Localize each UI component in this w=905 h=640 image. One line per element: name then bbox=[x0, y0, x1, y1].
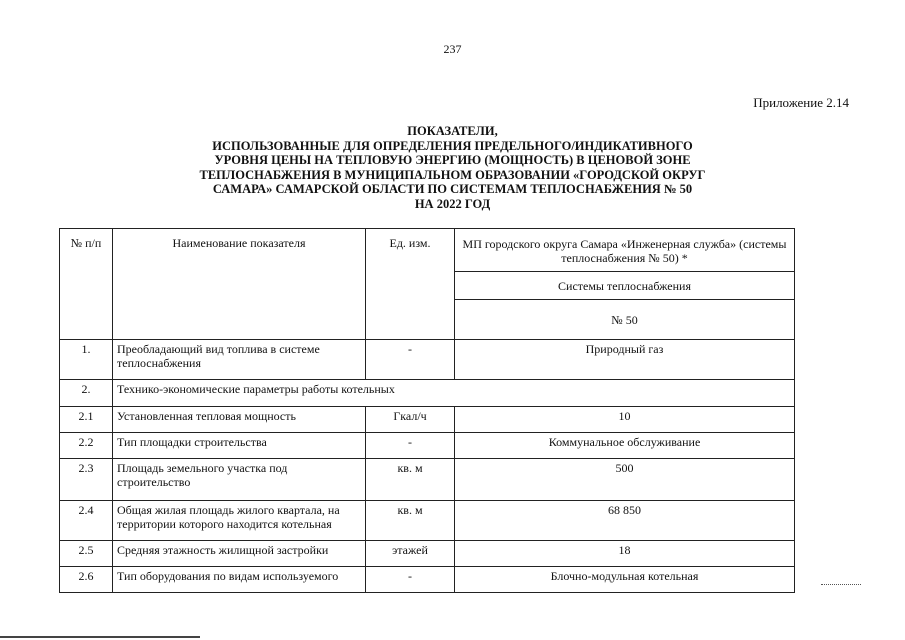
row-name: Тип оборудования по видам используемого bbox=[113, 567, 366, 593]
scan-mark bbox=[821, 584, 861, 587]
row-value: Блочно-модульная котельная bbox=[455, 567, 795, 593]
row-value: 18 bbox=[455, 541, 795, 567]
appendix-label: Приложение 2.14 bbox=[753, 95, 849, 110]
table-row bbox=[60, 433, 795, 459]
header-organization: МП городского округа Самара «Инженерная служба» (системы теплоснабжения № 50) * bbox=[455, 229, 795, 272]
row-name: Установленная тепловая мощность bbox=[113, 407, 366, 433]
title-line: ТЕПЛОСНАБЖЕНИЯ В МУНИЦИПАЛЬНОМ ОБРАЗОВАНИИ «ГОРОДСКОЙ ОКРУГ bbox=[199, 167, 706, 182]
table-row bbox=[60, 340, 795, 380]
row-value: Природный газ bbox=[455, 340, 795, 380]
title-line: ИСПОЛЬЗОВАННЫЕ ДЛЯ ОПРЕДЕЛЕНИЯ ПРЕДЕЛЬНОГО/ИНДИКАТИВНОГО bbox=[212, 138, 693, 153]
row-unit: кв. м bbox=[366, 501, 455, 541]
row-value: Коммунальное обслуживание bbox=[455, 433, 795, 459]
row-name: Площадь земельного участка под строительство bbox=[113, 459, 366, 501]
row-unit: - bbox=[366, 433, 455, 459]
table-row bbox=[60, 501, 795, 541]
row-name: Тип площадки строительства bbox=[113, 433, 366, 459]
indicators-table bbox=[59, 228, 795, 593]
table-row bbox=[60, 459, 795, 501]
table-row bbox=[60, 567, 795, 593]
row-value: 500 bbox=[455, 459, 795, 501]
table-header-row bbox=[60, 229, 795, 272]
row-num: 2.5 bbox=[60, 541, 113, 567]
title-line: УРОВНЯ ЦЕНЫ НА ТЕПЛОВУЮ ЭНЕРГИЮ (МОЩНОСТЬ) В ЦЕНОВОЙ ЗОНЕ bbox=[214, 153, 691, 168]
row-name: Общая жилая площадь жилого квартала, на территории которого находится котельная bbox=[113, 501, 366, 541]
row-name: Технико-экономические параметры работы котельных bbox=[113, 380, 795, 407]
table-row bbox=[60, 407, 795, 433]
page-number: 237 bbox=[443, 42, 462, 56]
table-row bbox=[60, 380, 795, 407]
row-unit: Гкал/ч bbox=[366, 407, 455, 433]
row-num: 1. bbox=[60, 340, 113, 380]
header-name: Наименование показателя bbox=[113, 229, 366, 340]
row-name: Преобладающий вид топлива в системе теплоснабжения bbox=[113, 340, 366, 380]
row-unit: - bbox=[366, 567, 455, 593]
header-systems: Системы теплоснабжения bbox=[455, 272, 795, 300]
title-line: САМАРА» САМАРСКОЙ ОБЛАСТИ ПО СИСТЕМАМ ТЕПЛОСНАБЖЕНИЯ № 50 bbox=[212, 182, 693, 197]
table-row bbox=[60, 541, 795, 567]
row-value: 68 850 bbox=[455, 501, 795, 541]
row-unit: этажей bbox=[366, 541, 455, 567]
row-num: 2.3 bbox=[60, 459, 113, 501]
header-unit: Ед. изм. bbox=[366, 229, 455, 340]
header-num: № п/п bbox=[60, 229, 113, 340]
document-title bbox=[120, 124, 785, 212]
row-unit: - bbox=[366, 340, 455, 380]
scan-edge-line bbox=[0, 636, 200, 638]
row-num: 2.1 bbox=[60, 407, 113, 433]
title-line: ПОКАЗАТЕЛИ, bbox=[407, 124, 498, 138]
row-num: 2.4 bbox=[60, 501, 113, 541]
row-value: 10 bbox=[455, 407, 795, 433]
row-num: 2. bbox=[60, 380, 113, 407]
row-num: 2.6 bbox=[60, 567, 113, 593]
header-system-number: № 50 bbox=[455, 300, 795, 340]
row-num: 2.2 bbox=[60, 433, 113, 459]
title-line: НА 2022 ГОД bbox=[414, 196, 491, 211]
row-name: Средняя этажность жилищной застройки bbox=[113, 541, 366, 567]
row-unit: кв. м bbox=[366, 459, 455, 501]
